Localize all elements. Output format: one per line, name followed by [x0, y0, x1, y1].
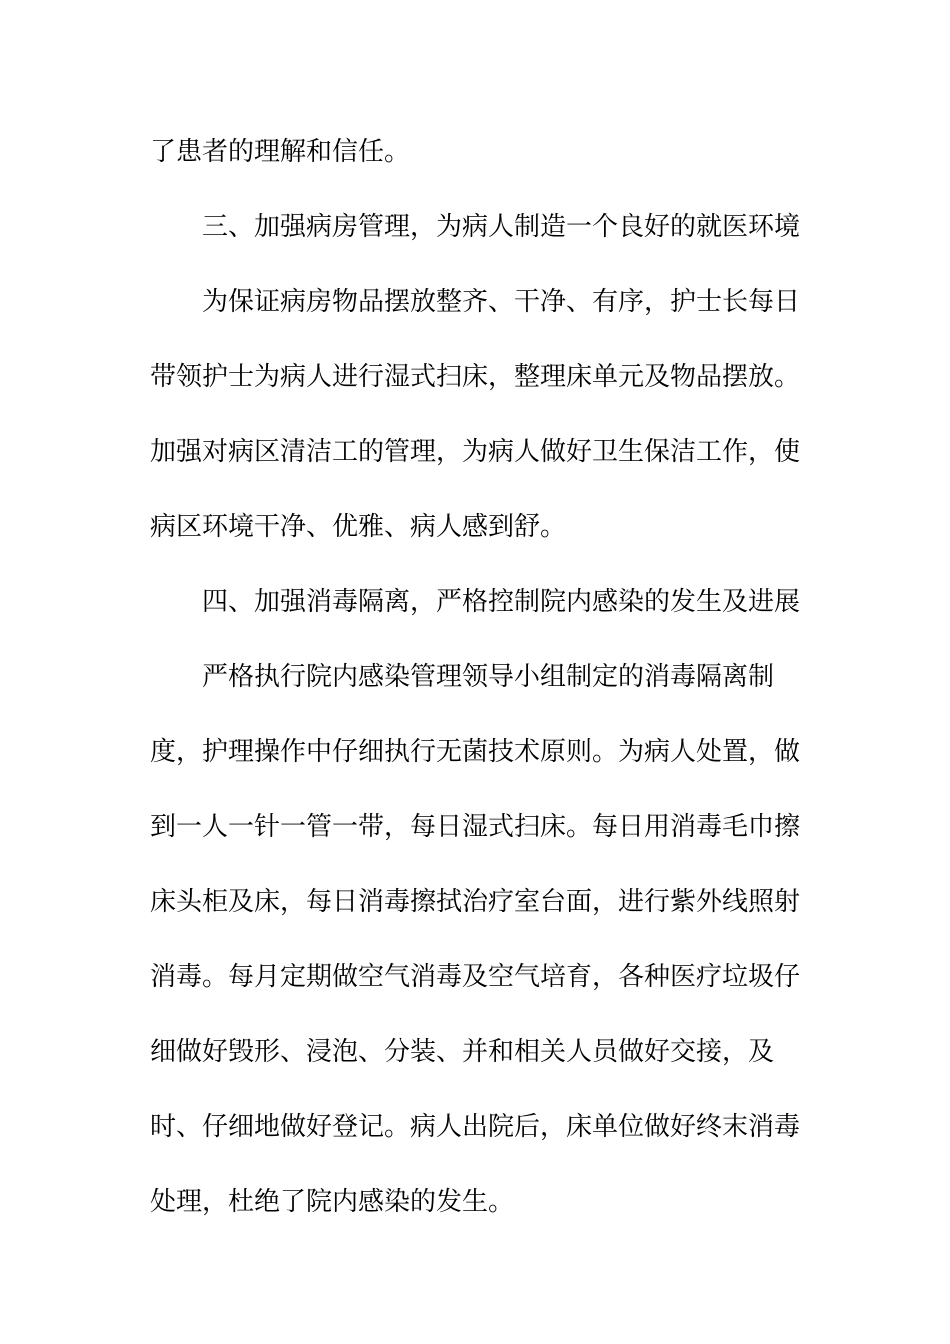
text-line: 消毒。每月定期做空气消毒及空气培育，各种医疗垃圾仔: [150, 962, 801, 992]
text-line: 为保证病房物品摆放整齐、干净、有序，护士长每日: [202, 287, 801, 317]
text-line: 病区环境干净、优雅、病人感到舒。: [150, 512, 567, 542]
text-line: 加强对病区清洁工的管理，为病人做好卫生保洁工作，使: [150, 437, 801, 467]
text-line: 了患者的理解和信任。: [150, 137, 411, 167]
section-heading-disinfection: 四、加强消毒隔离，严格控制院内感染的发生及进展: [202, 587, 801, 617]
text-line: 带领护士为病人进行湿式扫床，整理床单元及物品摆放。: [150, 362, 801, 392]
text-line: 时、仔细地做好登记。病人出院后，床单位做好终末消毒: [150, 1112, 801, 1142]
text-line: 到一人一针一管一带，每日湿式扫床。每日用消毒毛巾擦: [150, 812, 801, 842]
section-heading-ward-management: 三、加强病房管理，为病人制造一个良好的就医环境: [202, 212, 801, 242]
text-line: 度，护理操作中仔细执行无菌技术原则。为病人处置，做: [150, 737, 801, 767]
text-line: 细做好毁形、浸泡、分装、并和相关人员做好交接，及: [150, 1037, 775, 1067]
text-line: 处理，杜绝了院内感染的发生。: [150, 1187, 515, 1217]
text-line: 严格执行院内感染管理领导小组制定的消毒隔离制: [202, 662, 775, 692]
text-line: 床头柜及床，每日消毒擦拭治疗室台面，进行紫外线照射: [150, 887, 801, 917]
